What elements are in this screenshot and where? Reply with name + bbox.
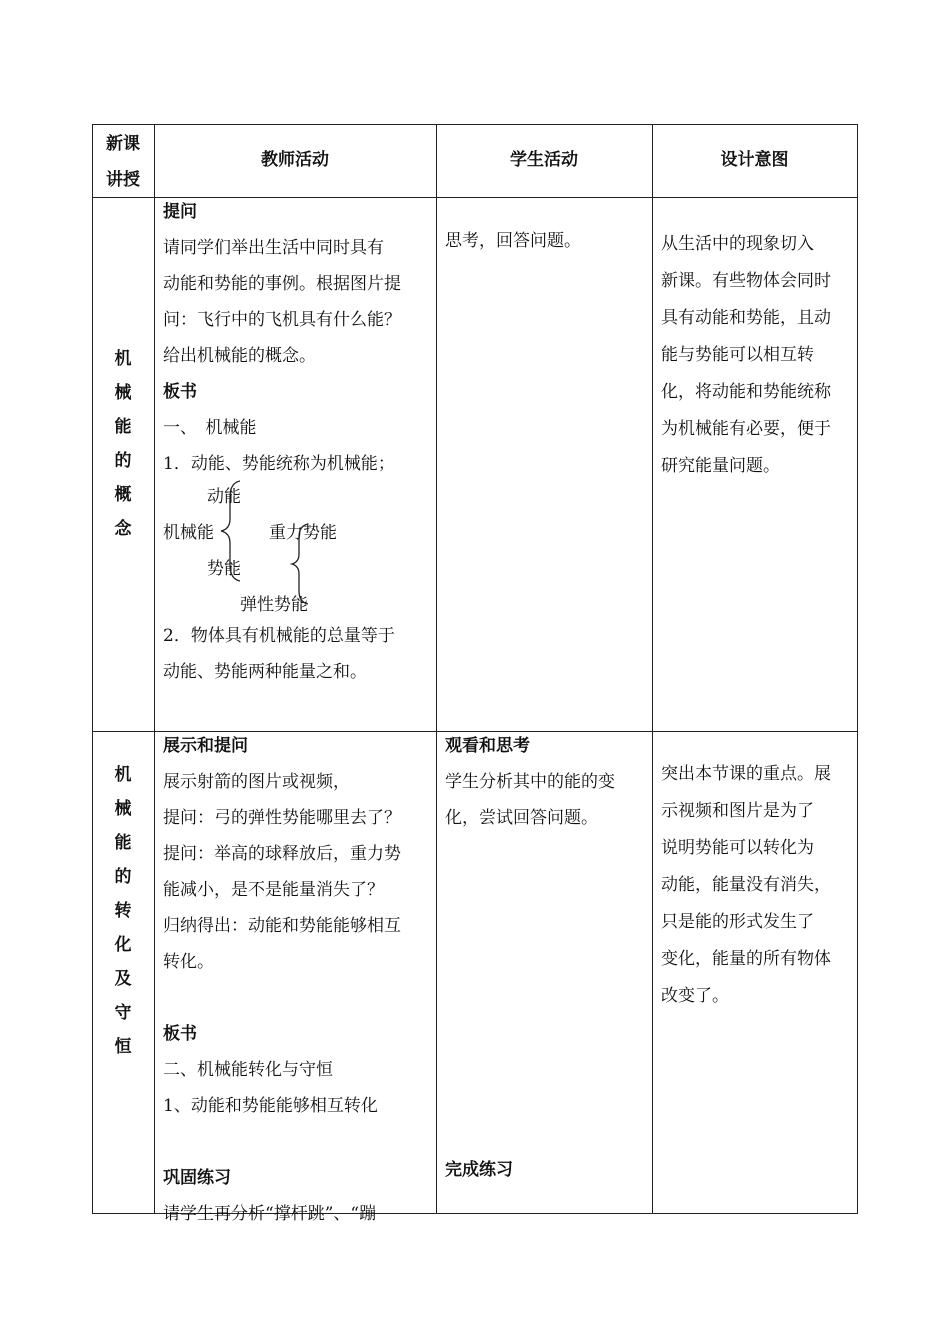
tree-gravity: 重力势能 [269,523,337,543]
header-teacher-activity: 教师活动 [261,150,329,170]
board-heading: 一、 机械能 [163,418,257,438]
brace-icon-potential [290,522,314,606]
table-divider-1 [154,124,155,1214]
section1-teacher-activity: 提问 请同学们举出生活中同时具有 动能和势能的事例。根据图片提 问：飞行中的飞机具有什么能？ 给出机械能的概念。 板书 一、 机械能 1．动能、势能统称为机械能； [163,194,433,482]
board-title-2: 板书 [163,1024,197,1044]
section1-teacher-point2: 2．物体具有机械能的总量等于 动能、势能两种能量之和。 [163,626,395,682]
header-new-lesson [92,124,154,197]
section1-student-activity: 思考，回答问题。 [445,231,581,251]
header-design-intent: 设计意图 [720,150,789,170]
section2-teacher-activity: 展示和提问 展示射箭的图片或视频， 提问：弓的弹性势能哪里去了？ 提问：举高的球释放后，重力势 能减小，是不是能量消失了？ 归纳得出：动能和势能能够相互 转化。 板书 二、机械能转化与守恒 1、动能和势能能够相互转化 巩固练习 请学生再分析“撑杆跳”、“蹦 [163,728,433,1232]
header-student-activity: 学生活动 [510,150,578,170]
show-and-ask-title: 展示和提问 [163,736,248,756]
tree-mechanical: 机械能 [163,523,214,543]
brace-icon-mechanical [218,479,248,583]
section2-student-activity: 观看和思考 学生分析其中的能的变 化，尝试回答问题。 [445,728,650,836]
tree-potential: 势能 [207,559,241,579]
section1-label: 机 械 能 的 概 念 [114,349,132,539]
watch-and-think-title: 观看和思考 [445,736,530,756]
tree-kinetic: 动能 [207,487,241,507]
section2-label: 机 械 能 的 转 化 及 守 恒 [114,765,132,1057]
complete-practice: 完成练习 [445,1160,513,1180]
header-new-lesson-text: 新课讲授 [106,134,140,190]
tree-elastic: 弹性势能 [240,595,308,615]
question-title: 提问 [163,202,197,222]
section1-design-intent: 从生活中的现象切入 新课。有些物体会同时 具有动能和势能，且动 能与势能可以相互转 化，将动能和势能统称 为机械能有必要，便于 研究能量问题。 [661,234,831,476]
lesson-plan-table [92,124,858,1224]
board-title: 板书 [163,382,197,402]
table-divider-3 [652,124,653,1214]
section2-design-intent: 突出本节课的重点。展 示视频和图片是为了 说明势能可以转化为 动能，能量没有消失， 只是能的形式发生了 变化，能量的所有物体 改变了。 [661,764,831,1006]
table-border-right [857,124,858,1214]
practice-title: 巩固练习 [163,1168,231,1188]
table-divider-2 [436,124,437,1214]
